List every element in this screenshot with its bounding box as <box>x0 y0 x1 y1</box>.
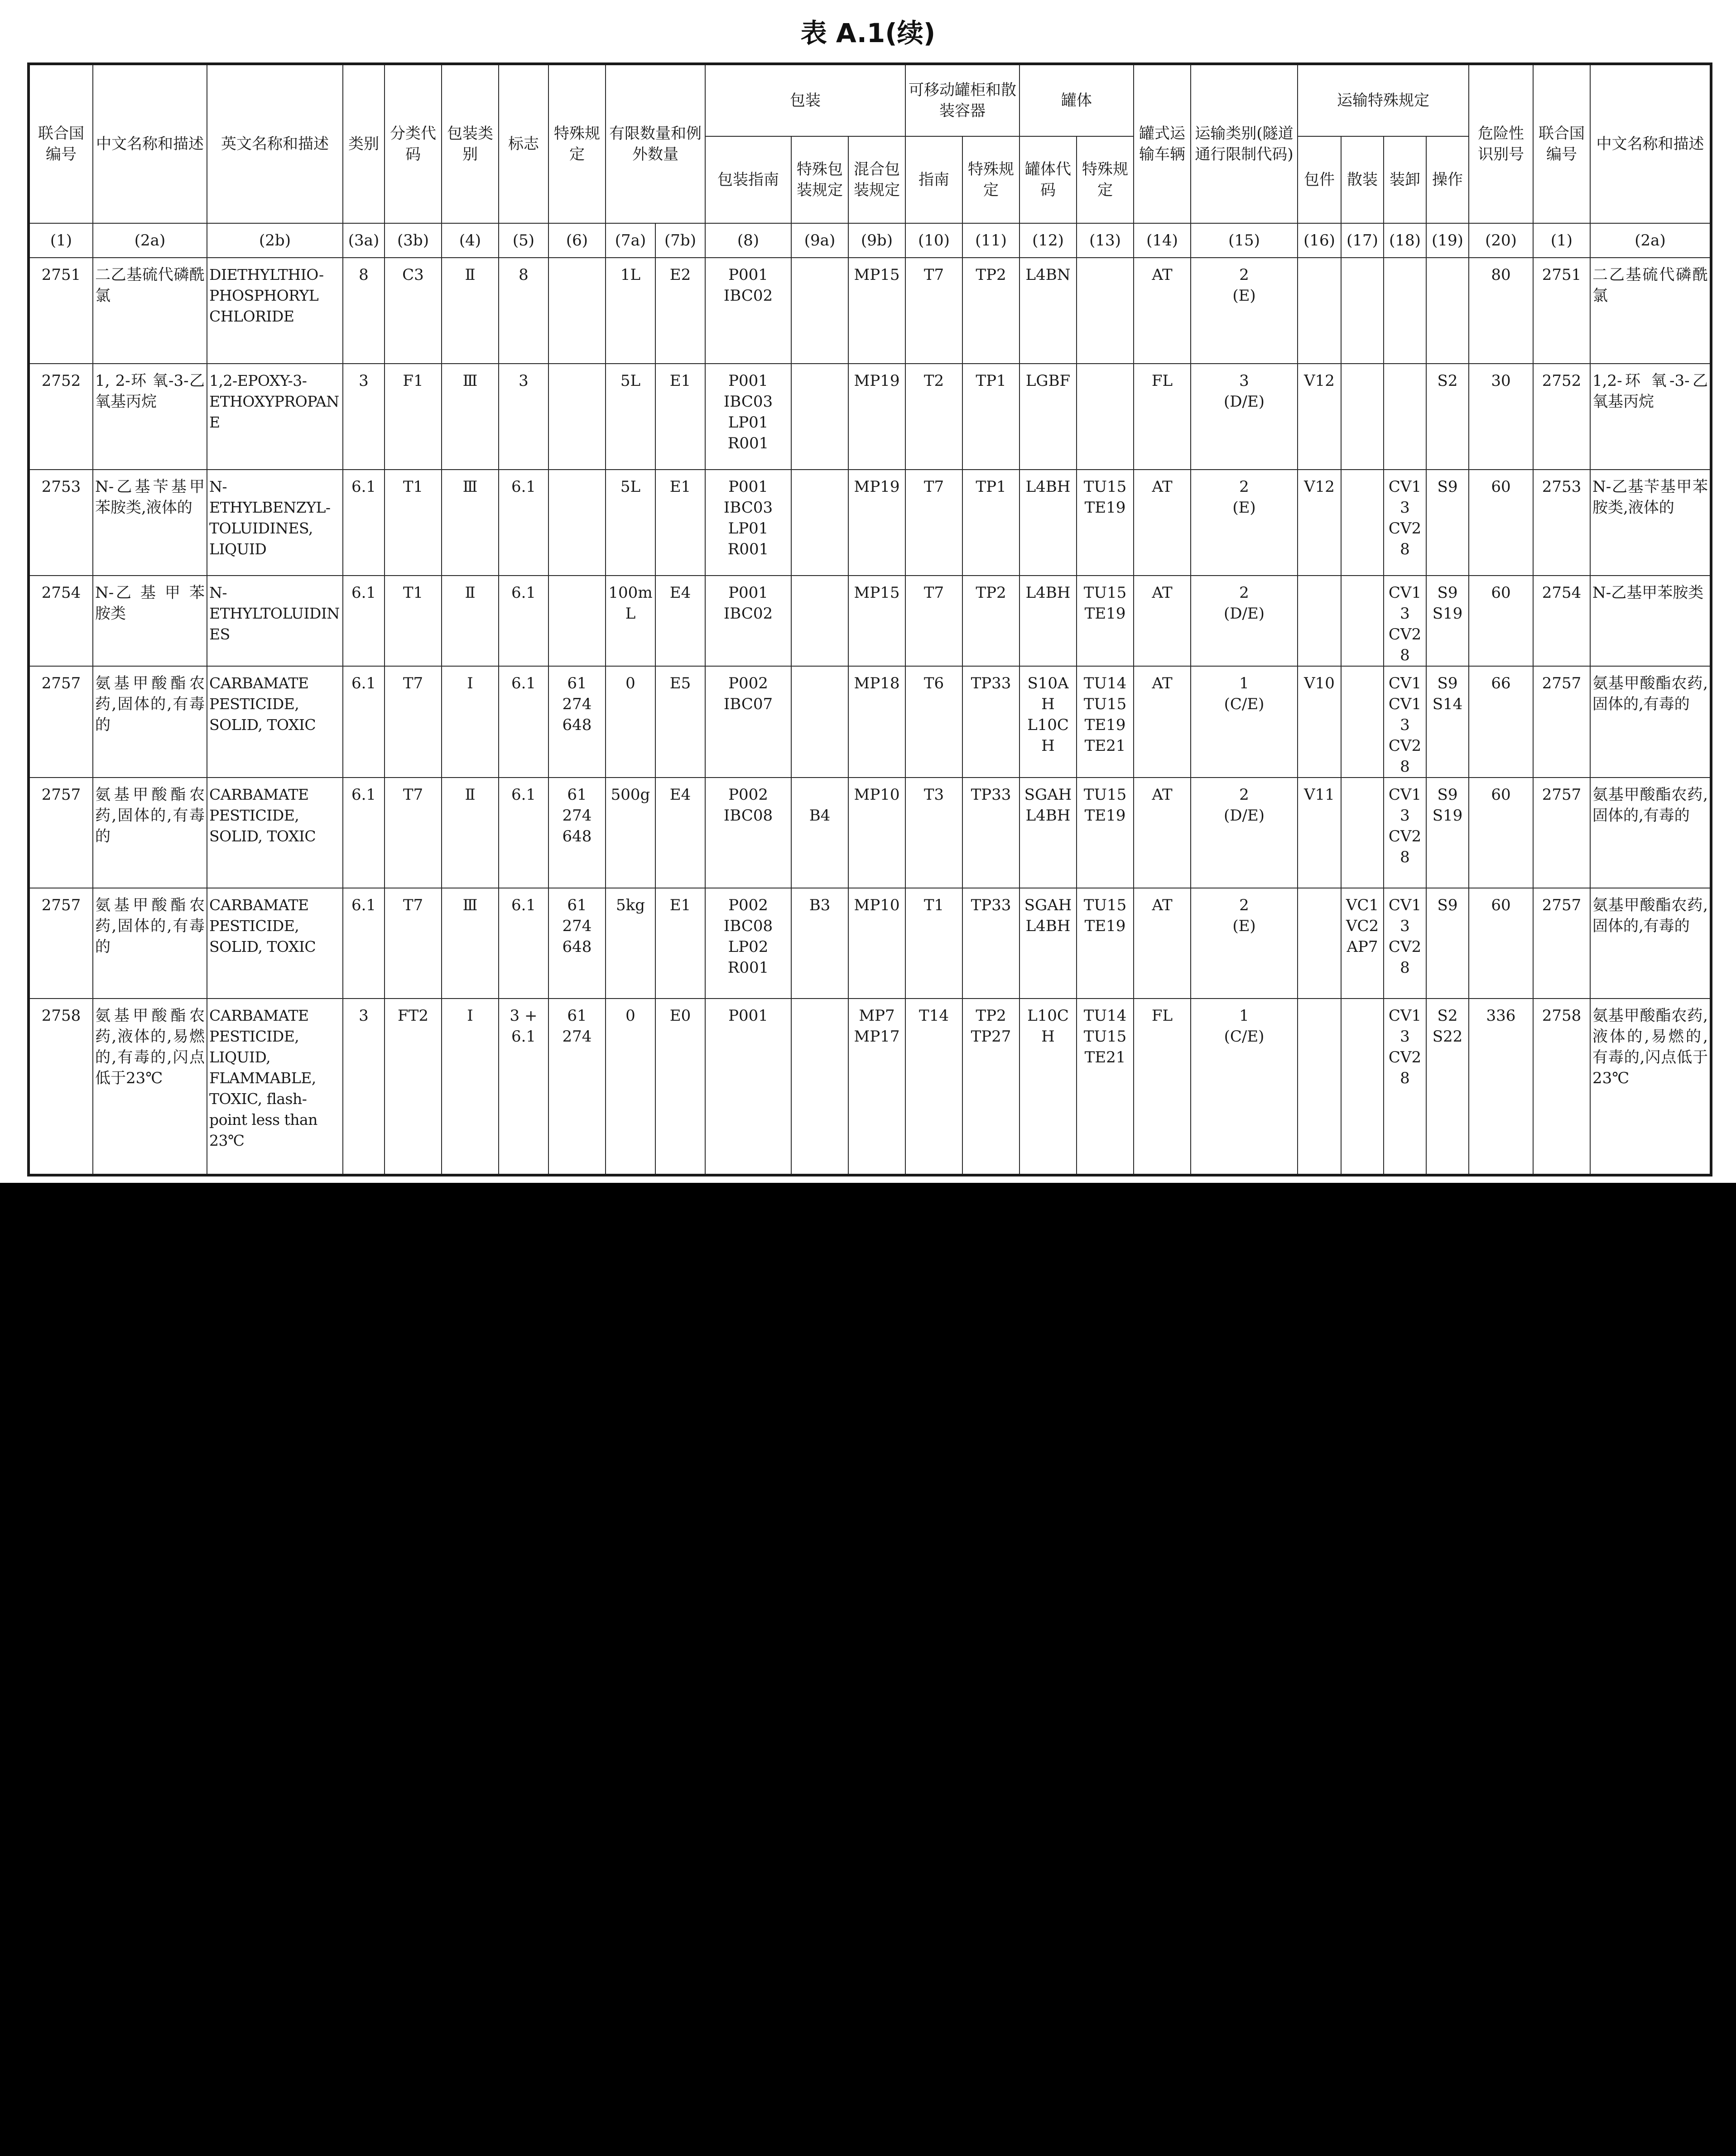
mixed-packing-provisions: MP19 <box>848 470 905 576</box>
un-number: 2753 <box>29 470 93 576</box>
packing-group: Ⅲ <box>442 470 499 576</box>
column-number: (19) <box>1426 223 1469 258</box>
carriage-loading <box>1384 258 1426 364</box>
special-packing-provisions <box>791 470 848 576</box>
excepted-quantity: E2 <box>655 258 705 364</box>
mixed-packing-provisions: MP7 MP17 <box>848 999 905 1175</box>
limited-quantity: 5kg <box>606 888 655 999</box>
column-number: (7b) <box>655 223 705 258</box>
un-number-repeat: 2753 <box>1533 470 1590 576</box>
transport-category: 1 (C/E) <box>1191 666 1298 778</box>
class: 8 <box>343 258 385 364</box>
table-row <box>29 778 1711 888</box>
table-title: 表 A.1(续) <box>800 18 936 48</box>
header-packages: 包件 <box>1298 136 1341 223</box>
carriage-loading: CV13 CV28 <box>1384 470 1426 576</box>
portable-tank-special: TP33 <box>962 666 1019 778</box>
header-row-1 <box>29 64 1711 136</box>
header-zh-name: 中文名称和描述 <box>93 64 207 223</box>
carriage-operation: S9 S19 <box>1426 576 1469 666</box>
header-tank-vehicle: 罐式运输车辆 <box>1134 64 1191 223</box>
packing-group: Ⅱ <box>442 258 499 364</box>
tank-special-provisions <box>1077 258 1134 364</box>
limited-quantity: 5L <box>606 364 655 470</box>
un-number: 2757 <box>29 666 93 778</box>
transport-category: 3 (D/E) <box>1191 364 1298 470</box>
tank-code: LGBF <box>1019 364 1077 470</box>
carriage-bulk <box>1341 576 1384 666</box>
tank-special-provisions: TU15 TE19 <box>1077 470 1134 576</box>
chinese-name: N-乙基苄基甲苯胺类,液体的 <box>93 470 207 576</box>
column-number: (18) <box>1384 223 1426 258</box>
column-number: (15) <box>1191 223 1298 258</box>
column-number: (1) <box>1533 223 1590 258</box>
mixed-packing-provisions: MP10 <box>848 778 905 888</box>
special-packing-provisions: B4 <box>791 778 848 888</box>
limited-quantity: 500g <box>606 778 655 888</box>
labels: 6.1 <box>499 778 548 888</box>
packing-instructions: P001 IBC03 LP01 R001 <box>705 364 791 470</box>
header-loading: 装卸 <box>1384 136 1426 223</box>
limited-quantity: 1L <box>606 258 655 364</box>
column-number: (2b) <box>207 223 343 258</box>
packing-instructions: P002 IBC08 <box>705 778 791 888</box>
transport-category: 2 (D/E) <box>1191 778 1298 888</box>
portable-tank-instructions: T14 <box>905 999 962 1175</box>
tank-special-provisions: TU15 TE19 <box>1077 888 1134 999</box>
labels: 3 + 6.1 <box>499 999 548 1175</box>
tank-vehicle: AT <box>1134 258 1191 364</box>
limited-quantity: 0 <box>606 666 655 778</box>
column-number: (13) <box>1077 223 1134 258</box>
column-number: (9a) <box>791 223 848 258</box>
special-packing-provisions <box>791 999 848 1175</box>
carriage-operation: S2 S22 <box>1426 999 1469 1175</box>
table-row <box>29 364 1711 470</box>
column-number: (16) <box>1298 223 1341 258</box>
portable-tank-special: TP33 <box>962 778 1019 888</box>
portable-tank-special: TP1 <box>962 470 1019 576</box>
special-provisions: 61 274 648 <box>548 778 606 888</box>
carriage-bulk <box>1341 778 1384 888</box>
column-number: (6) <box>548 223 606 258</box>
un-number: 2752 <box>29 364 93 470</box>
column-number: (2a) <box>93 223 207 258</box>
column-number: (7a) <box>606 223 655 258</box>
special-provisions <box>548 576 606 666</box>
un-number-repeat: 2757 <box>1533 666 1590 778</box>
carriage-packages: V10 <box>1298 666 1341 778</box>
mixed-packing-provisions: MP18 <box>848 666 905 778</box>
chinese-name: 1, 2-环 氧-3-乙氧基丙烷 <box>93 364 207 470</box>
class: 6.1 <box>343 576 385 666</box>
hazard-id-number: 336 <box>1469 999 1533 1175</box>
packing-instructions: P002 IBC08 LP02 R001 <box>705 888 791 999</box>
classification-code: T1 <box>385 470 442 576</box>
carriage-packages <box>1298 576 1341 666</box>
classification-code: F1 <box>385 364 442 470</box>
table-row <box>29 470 1711 576</box>
transport-category: 2 (E) <box>1191 888 1298 999</box>
column-number-row <box>29 223 1711 258</box>
un-number-repeat: 2752 <box>1533 364 1590 470</box>
column-number: (10) <box>905 223 962 258</box>
excepted-quantity: E4 <box>655 576 705 666</box>
carriage-packages <box>1298 999 1341 1175</box>
chinese-name: N-乙 基 甲 苯胺类 <box>93 576 207 666</box>
labels: 6.1 <box>499 888 548 999</box>
special-packing-provisions <box>791 364 848 470</box>
labels: 6.1 <box>499 666 548 778</box>
carriage-bulk <box>1341 364 1384 470</box>
header-pack-instr: 包装指南 <box>705 136 791 223</box>
special-packing-provisions <box>791 576 848 666</box>
chinese-name: 二乙基硫代磷酰氯 <box>93 258 207 364</box>
classification-code: FT2 <box>385 999 442 1175</box>
english-name: DIETHYLTHIO- PHOSPHORYL CHLORIDE <box>207 258 343 364</box>
special-provisions: 61 274 648 <box>548 888 606 999</box>
packing-instructions: P001 IBC02 <box>705 576 791 666</box>
excepted-quantity: E1 <box>655 888 705 999</box>
portable-tank-special: TP1 <box>962 364 1019 470</box>
excepted-quantity: E1 <box>655 364 705 470</box>
special-provisions: 61 274 648 <box>548 666 606 778</box>
class: 6.1 <box>343 666 385 778</box>
special-packing-provisions: B3 <box>791 888 848 999</box>
special-provisions: 61 274 <box>548 999 606 1175</box>
header-packing-group: 包装类别 <box>442 64 499 223</box>
tank-code: L4BH <box>1019 576 1077 666</box>
chinese-name: 氨基甲酸酯农药,固体的,有毒的 <box>93 666 207 778</box>
excepted-quantity: E4 <box>655 778 705 888</box>
packing-group: Ⅱ <box>442 576 499 666</box>
mixed-packing-provisions: MP10 <box>848 888 905 999</box>
hazard-id-number: 66 <box>1469 666 1533 778</box>
english-name: CARBAMATE PESTICIDE, SOLID, TOXIC <box>207 778 343 888</box>
chinese-name-repeat: 氨基甲酸酯农药,固体的,有毒的 <box>1590 666 1711 778</box>
tank-vehicle: FL <box>1134 999 1191 1175</box>
un-number: 2751 <box>29 258 93 364</box>
excepted-quantity: E1 <box>655 470 705 576</box>
classification-code: T7 <box>385 888 442 999</box>
packing-group: Ⅲ <box>442 364 499 470</box>
packing-group: Ⅲ <box>442 888 499 999</box>
column-number: (11) <box>962 223 1019 258</box>
english-name: CARBAMATE PESTICIDE, SOLID, TOXIC <box>207 888 343 999</box>
tank-vehicle: AT <box>1134 888 1191 999</box>
carriage-packages: V12 <box>1298 364 1341 470</box>
portable-tank-instructions: T2 <box>905 364 962 470</box>
header-zh-name-2: 中文名称和描述 <box>1590 64 1711 223</box>
tank-code: L10CH <box>1019 999 1077 1175</box>
tank-vehicle: AT <box>1134 666 1191 778</box>
english-name: CARBAMATE PESTICIDE, SOLID, TOXIC <box>207 666 343 778</box>
header-un-no: 联合国编号 <box>29 64 93 223</box>
carriage-loading <box>1384 364 1426 470</box>
limited-quantity: 0 <box>606 999 655 1175</box>
header-class-code: 分类代码 <box>385 64 442 223</box>
header-special-provisions: 特殊规定 <box>548 64 606 223</box>
un-number-repeat: 2758 <box>1533 999 1590 1175</box>
un-number: 2757 <box>29 888 93 999</box>
packing-group: Ⅰ <box>442 666 499 778</box>
packing-group: Ⅱ <box>442 778 499 888</box>
chinese-name: 氨基甲酸酯农药,固体的,有毒的 <box>93 778 207 888</box>
header-tank-special: 特殊规定 <box>1077 136 1134 223</box>
mixed-packing-provisions: MP15 <box>848 258 905 364</box>
chinese-name-repeat: 二乙基硫代磷酰氯 <box>1590 258 1711 364</box>
column-number: (9b) <box>848 223 905 258</box>
special-provisions <box>548 470 606 576</box>
class: 6.1 <box>343 470 385 576</box>
carriage-bulk <box>1341 999 1384 1175</box>
un-number: 2757 <box>29 778 93 888</box>
carriage-loading: CV13 CV28 <box>1384 576 1426 666</box>
table-row <box>29 576 1711 666</box>
carriage-bulk <box>1341 470 1384 576</box>
chinese-name-repeat: N-乙基甲苯胺类 <box>1590 576 1711 666</box>
portable-tank-instructions: T7 <box>905 258 962 364</box>
chinese-name: 氨基甲酸酯农药,固体的,有毒的 <box>93 888 207 999</box>
table-row <box>29 888 1711 999</box>
table-row <box>29 258 1711 364</box>
table-body <box>29 258 1711 1175</box>
column-number: (2a) <box>1590 223 1711 258</box>
carriage-bulk: VC1 VC2 AP7 <box>1341 888 1384 999</box>
labels: 6.1 <box>499 576 548 666</box>
transport-category: 2 (E) <box>1191 470 1298 576</box>
portable-tank-instructions: T7 <box>905 576 962 666</box>
special-packing-provisions <box>791 666 848 778</box>
carriage-operation: S9 <box>1426 888 1469 999</box>
carriage-loading: CV13 CV28 <box>1384 999 1426 1175</box>
header-bulk: 散装 <box>1341 136 1384 223</box>
limited-quantity: 100mL <box>606 576 655 666</box>
column-number: (17) <box>1341 223 1384 258</box>
portable-tank-special: TP2 <box>962 258 1019 364</box>
packing-instructions: P001 IBC02 <box>705 258 791 364</box>
carriage-bulk <box>1341 666 1384 778</box>
limited-quantity: 5L <box>606 470 655 576</box>
portable-tank-special: TP2 TP27 <box>962 999 1019 1175</box>
tank-vehicle: AT <box>1134 576 1191 666</box>
column-number: (1) <box>29 223 93 258</box>
table-row <box>29 666 1711 778</box>
header-operation: 操作 <box>1426 136 1469 223</box>
column-number: (4) <box>442 223 499 258</box>
chinese-name-repeat: 氨基甲酸酯农药,固体的,有毒的 <box>1590 778 1711 888</box>
tank-code: SGAH L4BH <box>1019 778 1077 888</box>
chinese-name: 氨基甲酸酯农药,液体的,易燃的,有毒的,闪点低于23℃ <box>93 999 207 1175</box>
carriage-operation: S2 <box>1426 364 1469 470</box>
tank-vehicle: FL <box>1134 364 1191 470</box>
header-mixed-pack: 混合包装规定 <box>848 136 905 223</box>
un-number-repeat: 2757 <box>1533 888 1590 999</box>
transport-category: 2 (D/E) <box>1191 576 1298 666</box>
packing-instructions: P001 IBC03 LP01 R001 <box>705 470 791 576</box>
carriage-bulk <box>1341 258 1384 364</box>
tank-code: SGAH L4BH <box>1019 888 1077 999</box>
portable-tank-special: TP2 <box>962 576 1019 666</box>
carriage-operation: S9 S19 <box>1426 778 1469 888</box>
hazard-id-number: 60 <box>1469 888 1533 999</box>
chinese-name-repeat: N-乙基苄基甲苯胺类,液体的 <box>1590 470 1711 576</box>
chinese-name-repeat: 氨基甲酸酯农药,固体的,有毒的 <box>1590 888 1711 999</box>
carriage-operation: S9 S14 <box>1426 666 1469 778</box>
un-number: 2758 <box>29 999 93 1175</box>
tank-vehicle: AT <box>1134 778 1191 888</box>
tank-special-provisions: TU14 TU15 TE21 <box>1077 999 1134 1175</box>
column-number: (12) <box>1019 223 1077 258</box>
carriage-packages <box>1298 258 1341 364</box>
classification-code: T1 <box>385 576 442 666</box>
packing-instructions: P001 <box>705 999 791 1175</box>
header-class: 类别 <box>343 64 385 223</box>
column-number: (3a) <box>343 223 385 258</box>
packing-group: Ⅰ <box>442 999 499 1175</box>
classification-code: T7 <box>385 666 442 778</box>
classification-code: T7 <box>385 778 442 888</box>
labels: 6.1 <box>499 470 548 576</box>
english-name: N- ETHYLBENZYL- TOLUIDINES, LIQUID <box>207 470 343 576</box>
packing-instructions: P002 IBC07 <box>705 666 791 778</box>
tank-special-provisions: TU14 TU15 TE19 TE21 <box>1077 666 1134 778</box>
header-limited-qty: 有限数量和例外数量 <box>606 64 705 223</box>
column-number: (14) <box>1134 223 1191 258</box>
hazard-id-number: 80 <box>1469 258 1533 364</box>
tank-special-provisions: TU15 TE19 <box>1077 576 1134 666</box>
class: 6.1 <box>343 888 385 999</box>
dangerous-goods-table <box>27 62 1712 1176</box>
carriage-loading: CV13 CV28 <box>1384 888 1426 999</box>
class: 3 <box>343 364 385 470</box>
header-packaging: 包装 <box>705 64 905 136</box>
hazard-id-number: 60 <box>1469 470 1533 576</box>
chinese-name-repeat: 氨基甲酸酯农药,液体的,易燃的,有毒的,闪点低于23℃ <box>1590 999 1711 1175</box>
header-tanks: 罐体 <box>1019 64 1134 136</box>
class: 3 <box>343 999 385 1175</box>
mixed-packing-provisions: MP19 <box>848 364 905 470</box>
header-tank-code: 罐体代码 <box>1019 136 1077 223</box>
hazard-id-number: 30 <box>1469 364 1533 470</box>
header-pack-special: 特殊包装规定 <box>791 136 848 223</box>
excepted-quantity: E0 <box>655 999 705 1175</box>
header-pt-instr: 指南 <box>905 136 962 223</box>
carriage-loading: CV13 CV28 <box>1384 778 1426 888</box>
hazard-id-number: 60 <box>1469 778 1533 888</box>
chinese-name-repeat: 1,2-环 氧-3-乙氧基丙烷 <box>1590 364 1711 470</box>
special-packing-provisions <box>791 258 848 364</box>
tank-special-provisions: TU15 TE19 <box>1077 778 1134 888</box>
column-number: (8) <box>705 223 791 258</box>
labels: 3 <box>499 364 548 470</box>
tank-code: L4BN <box>1019 258 1077 364</box>
column-number: (5) <box>499 223 548 258</box>
un-number-repeat: 2754 <box>1533 576 1590 666</box>
labels: 8 <box>499 258 548 364</box>
header-labels: 标志 <box>499 64 548 223</box>
tank-vehicle: AT <box>1134 470 1191 576</box>
excepted-quantity: E5 <box>655 666 705 778</box>
header-un-no-2: 联合国编号 <box>1533 64 1590 223</box>
column-number: (3b) <box>385 223 442 258</box>
carriage-operation <box>1426 258 1469 364</box>
tank-special-provisions <box>1077 364 1134 470</box>
header-portable-tanks: 可移动罐柜和散装容器 <box>905 64 1019 136</box>
transport-category: 1 (C/E) <box>1191 999 1298 1175</box>
portable-tank-instructions: T6 <box>905 666 962 778</box>
carriage-loading: CV1 CV13 CV28 <box>1384 666 1426 778</box>
un-number-repeat: 2751 <box>1533 258 1590 364</box>
english-name: N- ETHYLTOLUIDINES <box>207 576 343 666</box>
carriage-operation: S9 <box>1426 470 1469 576</box>
portable-tank-instructions: T7 <box>905 470 962 576</box>
tank-code: L4BH <box>1019 470 1077 576</box>
un-number-repeat: 2757 <box>1533 778 1590 888</box>
header-hazard-id: 危险性识别号 <box>1469 64 1533 223</box>
portable-tank-instructions: T3 <box>905 778 962 888</box>
column-number: (20) <box>1469 223 1533 258</box>
english-name: 1,2-EPOXY-3- ETHOXYPROPANE <box>207 364 343 470</box>
hazard-id-number: 60 <box>1469 576 1533 666</box>
portable-tank-special: TP33 <box>962 888 1019 999</box>
header-transport-category: 运输类别(隧道通行限制代码) <box>1191 64 1298 223</box>
tank-code: S10AH L10CH <box>1019 666 1077 778</box>
special-provisions <box>548 258 606 364</box>
carriage-packages <box>1298 888 1341 999</box>
carriage-packages: V11 <box>1298 778 1341 888</box>
mixed-packing-provisions: MP15 <box>848 576 905 666</box>
classification-code: C3 <box>385 258 442 364</box>
header-pt-special: 特殊规定 <box>962 136 1019 223</box>
english-name: CARBAMATE PESTICIDE, LIQUID, FLAMMABLE, TOXIC, flash- point less than 23℃ <box>207 999 343 1175</box>
transport-category: 2 (E) <box>1191 258 1298 364</box>
table-row <box>29 999 1711 1175</box>
carriage-packages: V12 <box>1298 470 1341 576</box>
header-carriage-special: 运输特殊规定 <box>1298 64 1469 136</box>
special-provisions <box>548 364 606 470</box>
class: 6.1 <box>343 778 385 888</box>
un-number: 2754 <box>29 576 93 666</box>
header-en-name: 英文名称和描述 <box>207 64 343 223</box>
portable-tank-instructions: T1 <box>905 888 962 999</box>
